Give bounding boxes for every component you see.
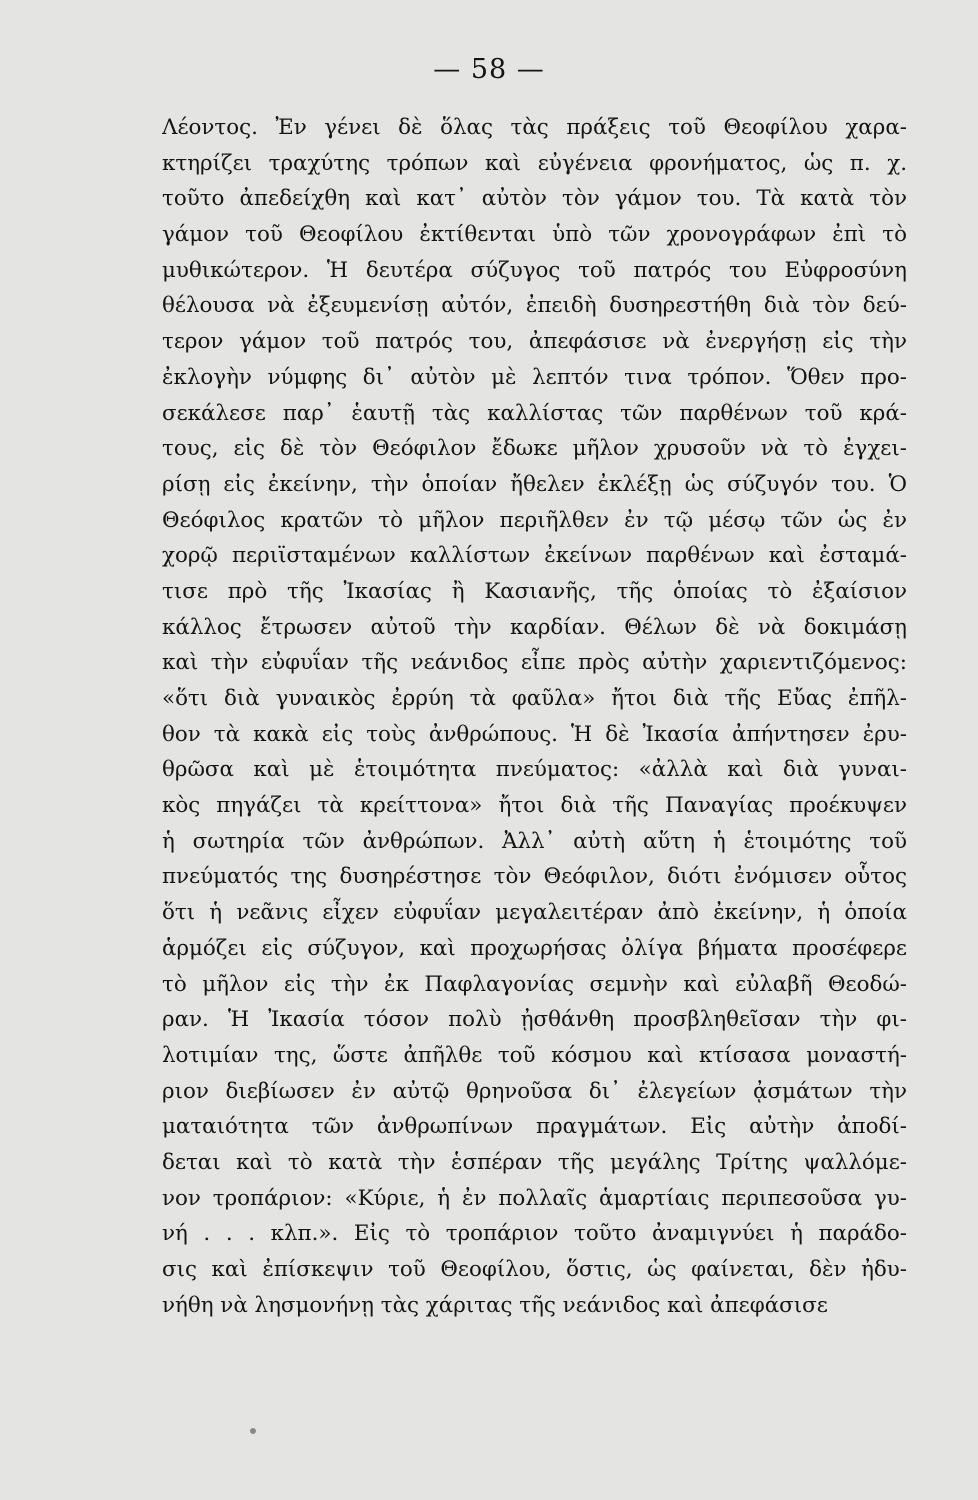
text-line: χορῷ περιϊσταμένων καλλίστων ἐκείνων παρθένων καὶ ἐσταμά- <box>162 543 907 569</box>
text-line: κτηρίζει τραχύτης τρόπων καὶ εὐγένεια φρονήματος, ὡς π. χ. <box>162 150 907 176</box>
text-line: ἐκλογὴν νύμφης δι᾿ αὐτὸν μὲ λεπτόν τινα τρόπον. Ὅθεν προ- <box>162 364 907 390</box>
text-line: θρῶσα καὶ μὲ ἑτοιμότητα πνεύματος: «ἀλλὰ καὶ διὰ γυναι- <box>162 757 907 783</box>
text-line: μυθικώτερον. Ἡ δευτέρα σύζυγος τοῦ πατρός του Εὐφροσύνη <box>162 257 907 283</box>
text-line: τισε πρὸ τῆς Ἰκασίας ἢ Κασιανῆς, τῆς ὁποίας τὸ ἐξαίσιον <box>162 578 907 604</box>
ink-spot <box>250 1428 256 1434</box>
text-line: καὶ τὴν εὐφυΐαν τῆς νεάνιδος εἶπε πρὸς αὐτὴν χαριεντιζόμενος: <box>162 650 907 676</box>
text-line: «ὅτι διὰ γυναικὸς ἐρρύη τὰ φαῦλα» ἤτοι διὰ τῆς Εὔας ἐπῆλ- <box>162 686 907 711</box>
text-line: Λέοντος. Ἐν γένει δὲ ὅλας τὰς πράξεις τοῦ Θεοφίλου χαρα- <box>162 115 907 140</box>
text-line: γάμον τοῦ Θεοφίλου ἐκτίθενται ὑπὸ τῶν χρονογράφων ἐπὶ τὸ <box>162 222 907 248</box>
text-line: νον τροπάριον: «Κύριε, ἡ ἐν πολλαῖς ἁμαρτίαις περιπεσοῦσα γυ- <box>162 1185 907 1211</box>
text-line: τὸ μῆλον εἰς τὴν ἐκ Παφλαγονίας σεμνὴν καὶ εὐλαβῆ Θεοδώ- <box>162 971 907 997</box>
text-line: ραν. Ἡ Ἰκασία τόσον πολὺ ᾐσθάνθη προσβληθεῖσαν τὴν φι- <box>162 1007 907 1033</box>
text-line: τερον γάμον τοῦ πατρός του, ἀπεφάσισε νὰ ἐνεργήσῃ εἰς τὴν <box>162 329 907 355</box>
text-line: θέλουσα νὰ ἐξευμενίσῃ αὐτόν, ἐπειδὴ δυσηρεστήθη διὰ τὸν δεύ- <box>162 293 907 319</box>
text-line: Θεόφιλος κρατῶν τὸ μῆλον περιῆλθεν ἐν τῷ μέσῳ τῶν ὡς ἐν <box>162 507 907 533</box>
text-line: κὸς πηγάζει τὰ κρείττονα» ἤτοι διὰ τῆς Παναγίας προέκυψεν <box>162 793 907 819</box>
text-line: λοτιμίαν της, ὥστε ἀπῆλθε τοῦ κόσμου καὶ κτίσασα μοναστή- <box>162 1042 907 1068</box>
text-line: σις καὶ ἐπίσκεψιν τοῦ Θεοφίλου, ὅστις, ὡς φαίνεται, δὲν ἠδυ- <box>162 1257 907 1282</box>
text-line: νήθη νὰ λησμονήνῃ τὰς χάριτας τῆς νεάνιδος καὶ ἀπεφάσισε <box>162 1292 828 1318</box>
body-text <box>162 110 907 1323</box>
text-line: δεται καὶ τὸ κατὰ τὴν ἑσπέραν τῆς μεγάλης Τρίτης ψαλλόμε- <box>162 1149 907 1175</box>
text-line: ριον διεβίωσεν ἐν αὐτῷ θρηνοῦσα δι᾿ ἐλεγείων ᾀσμάτων τὴν <box>162 1078 907 1104</box>
text-line: ἁρμόζει εἰς σύζυγον, καὶ προχωρήσας ὀλίγα βήματα προσέφερε <box>162 935 907 961</box>
text-line: ματαιότητα τῶν ἀνθρωπίνων πραγμάτων. Εἰς αὐτὴν ἀποδί- <box>162 1114 907 1140</box>
text-line: πνεύματός της δυσηρέστησε τὸν Θεόφιλον, διότι ἐνόμισεν οὗτος <box>162 864 907 890</box>
text-line: νή . . . κλπ.». Εἰς τὸ τροπάριον τοῦτο ἀναμιγνύει ἡ παράδο- <box>162 1221 907 1247</box>
text-line: σεκάλεσε παρ᾿ ἑαυτῇ τὰς καλλίστας τῶν παρθένων τοῦ κρά- <box>162 400 907 426</box>
text-line: ἡ σωτηρία τῶν ἀνθρώπων. Ἀλλ᾿ αὐτὴ αὕτη ἡ ἑτοιμότης τοῦ <box>162 828 907 854</box>
text-line: τοῦτο ἀπεδείχθη καὶ κατ᾿ αὐτὸν τὸν γάμον του. Τὰ κατὰ τὸν <box>162 186 907 212</box>
text-line: θον τὰ κακὰ εἰς τοὺς ἀνθρώπους. Ἡ δὲ Ἰκασία ἀπήντησεν ἐρυ- <box>162 721 907 747</box>
text-line: ὅτι ἡ νεᾶνις εἶχεν εὐφυΐαν μεγαλειτέραν ἀπὸ ἐκείνην, ἡ ὁποία <box>162 900 907 926</box>
page-number: — 58 — <box>433 54 545 85</box>
text-line: τους, εἰς δὲ τὸν Θεόφιλον ἔδωκε μῆλον χρυσοῦν νὰ τὸ ἐγχει- <box>162 436 907 462</box>
text-line: κάλλος ἔτρωσεν αὐτοῦ τὴν καρδίαν. Θέλων δὲ νὰ δοκιμάσῃ <box>162 614 907 640</box>
text-line: ρίσῃ εἰς ἐκείνην, τὴν ὁποίαν ἤθελεν ἐκλέξῃ ὡς σύζυγόν του. Ὁ <box>162 471 907 497</box>
